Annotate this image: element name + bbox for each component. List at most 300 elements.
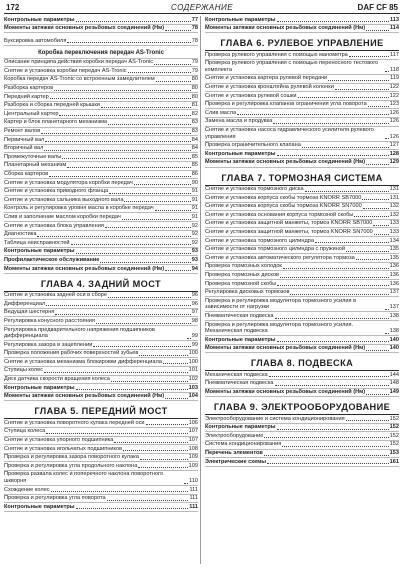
toc-entry-page: 129 [389, 159, 399, 166]
toc-entry[interactable] [4, 462, 198, 471]
toc-entry-page: 96 [191, 300, 198, 307]
toc-entry-title: Промежуточные валы [4, 153, 62, 160]
toc-entry-page: 131 [389, 194, 399, 201]
toc-entry[interactable] [4, 300, 198, 309]
toc-entry[interactable] [205, 289, 399, 298]
toc-entry[interactable] [205, 25, 399, 34]
dot-leader [124, 197, 190, 202]
toc-entry-title: Снятие и установка задней оси в сборе [4, 292, 108, 299]
dot-leader [184, 479, 188, 484]
toc-entry-title: Контрольные параметры [205, 150, 276, 157]
toc-entry-title: Снятие и установка сальника выходного вала [4, 196, 124, 203]
toc-entry-title: Снятие и установка модулятора коробки передач [4, 179, 133, 186]
toc-entry[interactable] [4, 326, 198, 341]
toc-entry[interactable] [205, 127, 399, 142]
toc-entry[interactable] [205, 228, 399, 237]
toc-entry-page: 80 [191, 85, 198, 92]
toc-entry-title: Сборка картеров [4, 171, 49, 177]
dot-leader [71, 240, 191, 245]
dot-leader [290, 290, 388, 295]
toc-entry-page: 109 [188, 462, 198, 469]
dot-leader [373, 221, 388, 226]
toc-entry[interactable] [4, 171, 198, 180]
toc-entry-title: Снятие и установка насоса гидравлического усилителя рулевого управления [205, 127, 374, 140]
dot-leader [346, 247, 389, 252]
dot-leader [264, 433, 388, 438]
dot-leader [109, 189, 191, 194]
dot-leader [385, 134, 389, 139]
toc-entry-page: 133 [389, 228, 399, 235]
toc-entry-title: Контроль и регулировка уровня масла в коробке передач [4, 205, 154, 212]
toc-entry[interactable] [4, 317, 198, 326]
dot-leader [111, 377, 188, 382]
toc-entry-title: Проверка и регулировка модулятора тормозного усилия в зависимости от нагрузки [205, 297, 357, 311]
toc-entry[interactable] [205, 246, 399, 255]
toc-entry[interactable] [4, 205, 198, 214]
dot-leader [46, 301, 191, 306]
toc-entry-page: 111 [189, 495, 198, 502]
dot-leader [283, 264, 389, 269]
toc-entry[interactable] [4, 128, 198, 137]
toc-entry[interactable] [205, 211, 399, 220]
toc-entry-page: 92 [191, 239, 198, 246]
dot-leader [154, 60, 191, 65]
toc-entry[interactable] [4, 119, 198, 128]
toc-entry[interactable] [4, 419, 198, 428]
toc-entry-page: 123 [389, 101, 399, 108]
toc-entry[interactable] [205, 159, 399, 168]
toc-entry[interactable] [4, 471, 198, 486]
toc-entry-title: Моменты затяжки основных резьбовых соединений (Нм) [205, 159, 366, 166]
toc-entry-title: Контрольные параметры [4, 248, 75, 255]
toc-entry[interactable] [205, 109, 399, 118]
toc-entry-page: 91 [191, 188, 198, 195]
toc-entry[interactable] [205, 312, 399, 321]
toc-entry[interactable] [4, 384, 198, 393]
toc-entry-title: Схождение колес [4, 486, 50, 493]
toc-entry-page: 106 [188, 419, 198, 426]
chapter-heading: ГЛАВА 8. ПОДВЕСКА [205, 357, 399, 371]
toc-entry-page: 104 [188, 393, 198, 400]
toc-entry-page: 132 [389, 211, 399, 218]
toc-entry[interactable] [4, 67, 198, 76]
toc-entry[interactable] [4, 110, 198, 119]
dot-leader [277, 425, 389, 430]
toc-entry-title: Коробка передач AS-Tronic со встроенным замедлителем [4, 76, 155, 83]
dot-leader [237, 110, 389, 115]
toc-entry[interactable] [205, 194, 399, 203]
toc-entry-page: 128 [389, 150, 399, 157]
toc-entry-page: 78 [191, 37, 198, 44]
toc-entry-page: 131 [389, 186, 399, 192]
toc-entry-title: Снятие и установка картера рулевой передачи [205, 75, 328, 82]
toc-entry[interactable] [4, 367, 198, 376]
dot-leader [368, 102, 389, 107]
toc-entry[interactable] [205, 263, 399, 272]
toc-entry-page: 136 [389, 263, 399, 270]
toc-entry[interactable] [4, 153, 198, 162]
dot-leader [138, 463, 187, 468]
toc-entry-page: 109 [188, 454, 198, 461]
toc-entry-title: Слив и заполнение маслом коробки передач [4, 213, 121, 220]
toc-entry-title: Проверка и регулировка угла поворота [4, 495, 106, 502]
toc-entry-title: Буксировка автомобиля [4, 37, 67, 44]
dot-leader [108, 293, 191, 298]
dot-leader [277, 337, 389, 342]
toc-entry[interactable] [205, 458, 399, 467]
toc-entry[interactable] [205, 321, 399, 336]
toc-entry[interactable] [4, 188, 198, 197]
toc-entry-title: Регулировка дисковых тормозов [205, 289, 290, 296]
toc-entry[interactable] [4, 454, 198, 463]
toc-entry[interactable] [4, 25, 198, 34]
dot-leader [385, 329, 389, 334]
dot-leader [264, 451, 389, 456]
toc-entry-title: Снятие и установка поворотного кулака передней оси [4, 419, 145, 426]
dot-leader [105, 223, 191, 228]
toc-entry-page: 79 [191, 59, 198, 66]
dot-leader [76, 17, 191, 22]
toc-entry-title: Планетарный механизм [4, 162, 67, 169]
toc-entry-page: 99 [191, 341, 198, 348]
dot-leader [374, 230, 389, 235]
toc-entry-page: 126 [389, 133, 399, 140]
toc-entry-title: Диагностика [4, 231, 37, 238]
toc-entry-title: Снятие и установка тормозного цилиндра с пружиной [205, 246, 346, 253]
dot-leader [76, 385, 188, 390]
toc-entry[interactable] [4, 162, 198, 171]
toc-entry-page: 91 [191, 196, 198, 203]
toc-entry-title: Моменты затяжки основных резьбовых соединений (Нм) [4, 265, 165, 272]
chapter-heading: ГЛАВА 4. ЗАДНИЙ МОСТ [4, 278, 198, 292]
toc-entry[interactable] [205, 371, 399, 380]
toc-entry-page: 138 [389, 328, 399, 335]
toc-entry[interactable] [205, 203, 399, 212]
toc-entry-title: Регулировка конусного расстояния [4, 317, 95, 324]
dot-leader [51, 487, 189, 492]
toc-entry-page: 113 [389, 16, 399, 23]
toc-entry-page: 100 [188, 350, 198, 357]
toc-entry-title: Моменты затяжки основных резьбовых соединений (Нм) [4, 393, 165, 400]
dot-leader [315, 238, 389, 243]
toc-entry-page: 100 [188, 358, 198, 365]
toc-entry-title: Перечень элементов [205, 450, 263, 457]
toc-entry-page: 78 [191, 25, 198, 32]
toc-entry[interactable] [4, 428, 198, 437]
toc-entry-page: 79 [191, 67, 198, 74]
toc-entry-page: 108 [188, 445, 198, 452]
toc-entry-page: 110 [189, 478, 198, 484]
dot-leader [362, 195, 388, 200]
toc-entry[interactable] [4, 179, 198, 188]
dot-leader [282, 442, 388, 447]
toc-entry-title: Разборка и сборка передней крышки [4, 102, 100, 109]
toc-entry[interactable] [4, 16, 198, 25]
toc-entry[interactable] [205, 336, 399, 345]
dot-leader [59, 111, 190, 116]
toc-entry-page: 111 [189, 503, 198, 510]
toc-entry-page: 122 [389, 92, 399, 99]
toc-entry-page: 152 [389, 432, 399, 439]
dot-leader [165, 26, 191, 31]
toc-entry-page: 127 [389, 142, 399, 149]
toc-entry-page: 126 [389, 109, 399, 116]
toc-entry[interactable] [4, 102, 198, 111]
toc-entry[interactable] [4, 256, 198, 265]
toc-entry[interactable] [205, 237, 399, 246]
dot-leader [93, 342, 190, 347]
dot-leader [165, 394, 188, 399]
dot-leader [155, 206, 191, 211]
toc-entry-page: 134 [389, 237, 399, 244]
toc-entry-page: 149 [389, 389, 399, 396]
toc-entry[interactable] [4, 495, 198, 504]
toc-entry[interactable] [205, 75, 399, 84]
dot-leader [140, 455, 188, 460]
dot-leader [100, 258, 190, 263]
toc-entry-page: 136 [389, 280, 399, 287]
toc-entry-title: Таблица неисправностей [4, 239, 70, 246]
toc-entry-page: 91 [191, 213, 198, 220]
toc-entry[interactable] [4, 265, 198, 274]
toc-entry-page: 80 [191, 76, 198, 83]
toc-entry-page: 84 [191, 145, 198, 152]
toc-entry-title: Снятие и установка тормозного цилиндра [205, 237, 314, 244]
toc-entry-page: 153 [389, 450, 399, 457]
toc-entry-page: 117 [390, 51, 399, 58]
toc-entry[interactable] [205, 450, 399, 459]
dot-leader [302, 143, 389, 148]
dot-leader [273, 119, 388, 124]
dot-leader [277, 17, 389, 22]
dot-leader [385, 67, 389, 72]
toc-entry-page: 107 [188, 437, 198, 444]
toc-entry-title: Проверка рулевого управления с помощью переносного тестового комплекта [205, 60, 379, 73]
dot-leader [41, 129, 191, 134]
toc-entry-title: Электрооборудование и система кондиционирования [205, 415, 345, 422]
toc-entry[interactable] [205, 220, 399, 229]
toc-entry[interactable] [4, 76, 198, 85]
toc-entry[interactable] [4, 37, 198, 46]
toc-entry-title: Снятие и установка игольчатых подшипников [4, 445, 123, 452]
toc-entry-title: Снятие и установка кронштейна рулевой колонки [205, 84, 334, 91]
dot-leader [44, 146, 190, 151]
toc-entry-title: Контрольные параметры [205, 424, 276, 431]
dot-leader [163, 359, 188, 364]
dot-leader [44, 368, 188, 373]
dot-leader [156, 77, 191, 82]
dot-leader [55, 310, 190, 315]
dot-leader [346, 416, 389, 421]
toc-entry[interactable] [4, 486, 198, 495]
toc-entry[interactable] [4, 358, 198, 367]
toc-entry-page: 82 [191, 110, 198, 117]
toc-entry-title: Механическая подвеска [205, 371, 268, 378]
dot-leader [122, 215, 191, 220]
dot-leader [277, 281, 388, 286]
dot-leader [366, 346, 389, 351]
dot-leader [349, 52, 389, 57]
toc-entry-title: Электрооборудование [205, 432, 264, 439]
toc-entry[interactable] [4, 85, 198, 94]
toc-entry-page: 96 [191, 292, 198, 299]
toc-entry[interactable] [4, 376, 198, 385]
toc-entry-title: Ступица колеса [4, 428, 46, 435]
page-number: 172 [6, 3, 20, 12]
chapter-heading: ГЛАВА 6. РУЛЕВОЕ УПРАВЛЕНИЕ [205, 37, 399, 51]
toc-entry-title: Слив масла [205, 109, 237, 116]
dot-leader [275, 381, 389, 386]
toc-entry[interactable] [205, 84, 399, 93]
dot-leader [385, 305, 389, 310]
toc-entry[interactable] [4, 503, 198, 512]
toc-entry[interactable] [205, 118, 399, 127]
toc-entry[interactable] [205, 424, 399, 433]
toc-entry-title: Снятие и установка корпуса скобы тормоза KNORR SN7000 [205, 203, 362, 210]
toc-entry-title: Центральный картер [4, 110, 59, 117]
toc-entry-title: Снятие и установка рулевой сошки [205, 92, 297, 99]
toc-entry-title: Контрольные параметры [205, 16, 276, 23]
toc-entry-title: Проверка ограничительного клапана [205, 142, 301, 149]
toc-entry[interactable] [205, 92, 399, 101]
toc-entry-page: 161 [389, 458, 399, 465]
toc-entry-title: Снятие и установка приводного фланца [4, 188, 109, 195]
toc-entry[interactable] [4, 292, 198, 301]
toc-entry-page: 140 [389, 336, 399, 343]
toc-entry[interactable] [4, 231, 198, 240]
toc-entry[interactable] [205, 441, 399, 450]
toc-entry[interactable] [205, 186, 399, 195]
toc-entry[interactable] [4, 213, 198, 222]
dot-leader [76, 504, 189, 509]
toc-entry-page: 94 [191, 265, 198, 272]
toc-entry-title: Моменты затяжки основных резьбовых соединений (Нм) [205, 345, 366, 352]
toc-entry-title: Моменты затяжки основных резьбовых соединений (Нм) [205, 25, 366, 32]
toc-entry-title: Регулировка зазора в зацеплении [4, 341, 93, 348]
toc-entry-title: Снятие и установка защитной манжеты, тормоз KNORR SB7000 [205, 220, 373, 227]
toc-entry[interactable] [4, 437, 198, 446]
toc-entry-title: Диск датчика скорости вращения колеса [4, 376, 110, 383]
chapter-heading: ГЛАВА 5. ПЕРЕДНИЙ МОСТ [4, 405, 198, 419]
toc-entry-page: 92 [191, 231, 198, 238]
toc-entry[interactable] [205, 142, 399, 151]
toc-entry-title: Описание принципа действия коробки передач AS-Tronic [4, 59, 153, 66]
toc-entry[interactable] [205, 345, 399, 354]
toc-left-column [4, 16, 198, 566]
section-subheading: Коробка переключения передач AS-Tronic [4, 50, 198, 59]
toc-entry[interactable] [4, 445, 198, 454]
toc-entry-page: 90 [191, 179, 198, 186]
dot-leader [67, 38, 190, 43]
toc-entry-title: Картер и блок планетарного механизма [4, 119, 108, 126]
toc-entry[interactable] [205, 101, 399, 110]
toc-entry-page: 86 [191, 171, 198, 177]
toc-entry[interactable] [205, 254, 399, 263]
toc-entry-title: Проверка рулевого управления с помощью манометра [205, 51, 348, 58]
toc-entry-page: 81 [191, 102, 198, 109]
toc-entry-title: Снятие и установка блока управления [4, 222, 104, 229]
dot-leader [67, 163, 191, 168]
toc-entry-page: 118 [390, 66, 399, 73]
toc-entry-title: Пневматическая подвеска [205, 312, 274, 319]
dot-leader [187, 334, 191, 339]
toc-entry[interactable] [4, 196, 198, 205]
toc-entry-page: 152 [389, 415, 399, 422]
dot-leader [101, 103, 191, 108]
toc-entry-title: Проверка и регулировка клапанов ограничения угла поворота [205, 101, 367, 108]
toc-entry[interactable] [4, 145, 198, 154]
toc-entry[interactable] [4, 309, 198, 318]
dot-leader [114, 438, 187, 443]
toc-entry-title: Контрольные параметры [205, 336, 276, 343]
toc-entry[interactable] [4, 136, 198, 145]
toc-entry[interactable] [205, 432, 399, 441]
toc-entry-page: 119 [390, 75, 399, 82]
toc-entry[interactable] [205, 150, 399, 159]
toc-entry[interactable] [205, 280, 399, 289]
toc-entry-page: 148 [389, 380, 399, 387]
dot-leader [354, 212, 388, 217]
toc-entry[interactable] [4, 350, 198, 359]
toc-entry[interactable] [4, 341, 198, 350]
toc-entry-page: 111 [189, 486, 198, 493]
toc-entry[interactable] [4, 393, 198, 402]
toc-entry[interactable] [4, 59, 198, 68]
toc-entry[interactable] [205, 389, 399, 398]
toc-entry-page: 137 [389, 289, 399, 296]
toc-entry-title: Электрические схемы [205, 458, 267, 465]
toc-entry-title: Моменты затяжки основных резьбовых соединений (Нм) [205, 389, 366, 396]
toc-entry[interactable] [4, 222, 198, 231]
toc-entry-page: 85 [191, 153, 198, 160]
toc-entry-title: Контрольные параметры [4, 503, 75, 510]
toc-entry-page: 152 [389, 424, 399, 431]
dot-leader [37, 232, 190, 237]
dot-leader [123, 446, 188, 451]
dot-leader [363, 204, 389, 209]
toc-entry[interactable] [205, 271, 399, 280]
toc-entry-page: 102 [188, 376, 198, 383]
toc-entry[interactable] [4, 93, 198, 102]
dot-leader [366, 390, 389, 395]
toc-entry[interactable] [205, 297, 399, 312]
toc-entry[interactable] [205, 16, 399, 25]
toc-entry-title: Снятие и установка тормозного диска [205, 186, 304, 192]
toc-entry-page: 85 [191, 162, 198, 169]
toc-entry-title: Передний картер [4, 93, 49, 100]
toc-entry-title: Снятие и установка основания корпуса тормозной скобы [205, 211, 354, 218]
toc-entry[interactable] [205, 60, 399, 75]
dot-leader [356, 255, 389, 260]
toc-entry[interactable] [205, 415, 399, 424]
book-title: DAF CF 85 [357, 3, 398, 12]
toc-entry-title: Разборка картеров [4, 85, 54, 92]
toc-entry[interactable] [4, 248, 198, 257]
dot-leader [269, 372, 389, 377]
dot-leader [107, 496, 189, 501]
toc-entry-title: Проверка и регулировка зазора поворотного кулака [4, 454, 139, 461]
toc-entry-page: 83 [191, 119, 198, 126]
toc-entry[interactable] [205, 51, 399, 60]
toc-entry-title: Ремонт валов [4, 128, 41, 135]
dot-leader [328, 76, 389, 81]
toc-entry[interactable] [205, 380, 399, 389]
toc-entry-page: 114 [389, 25, 399, 32]
toc-entry-title: Проверка тормозных дисков [205, 271, 280, 278]
toc-entry-title: Ступицы колес [4, 367, 44, 374]
toc-entry-title: Проверка положения рабочих поверхностей зубьев [4, 350, 139, 357]
toc-entry[interactable] [4, 239, 198, 248]
